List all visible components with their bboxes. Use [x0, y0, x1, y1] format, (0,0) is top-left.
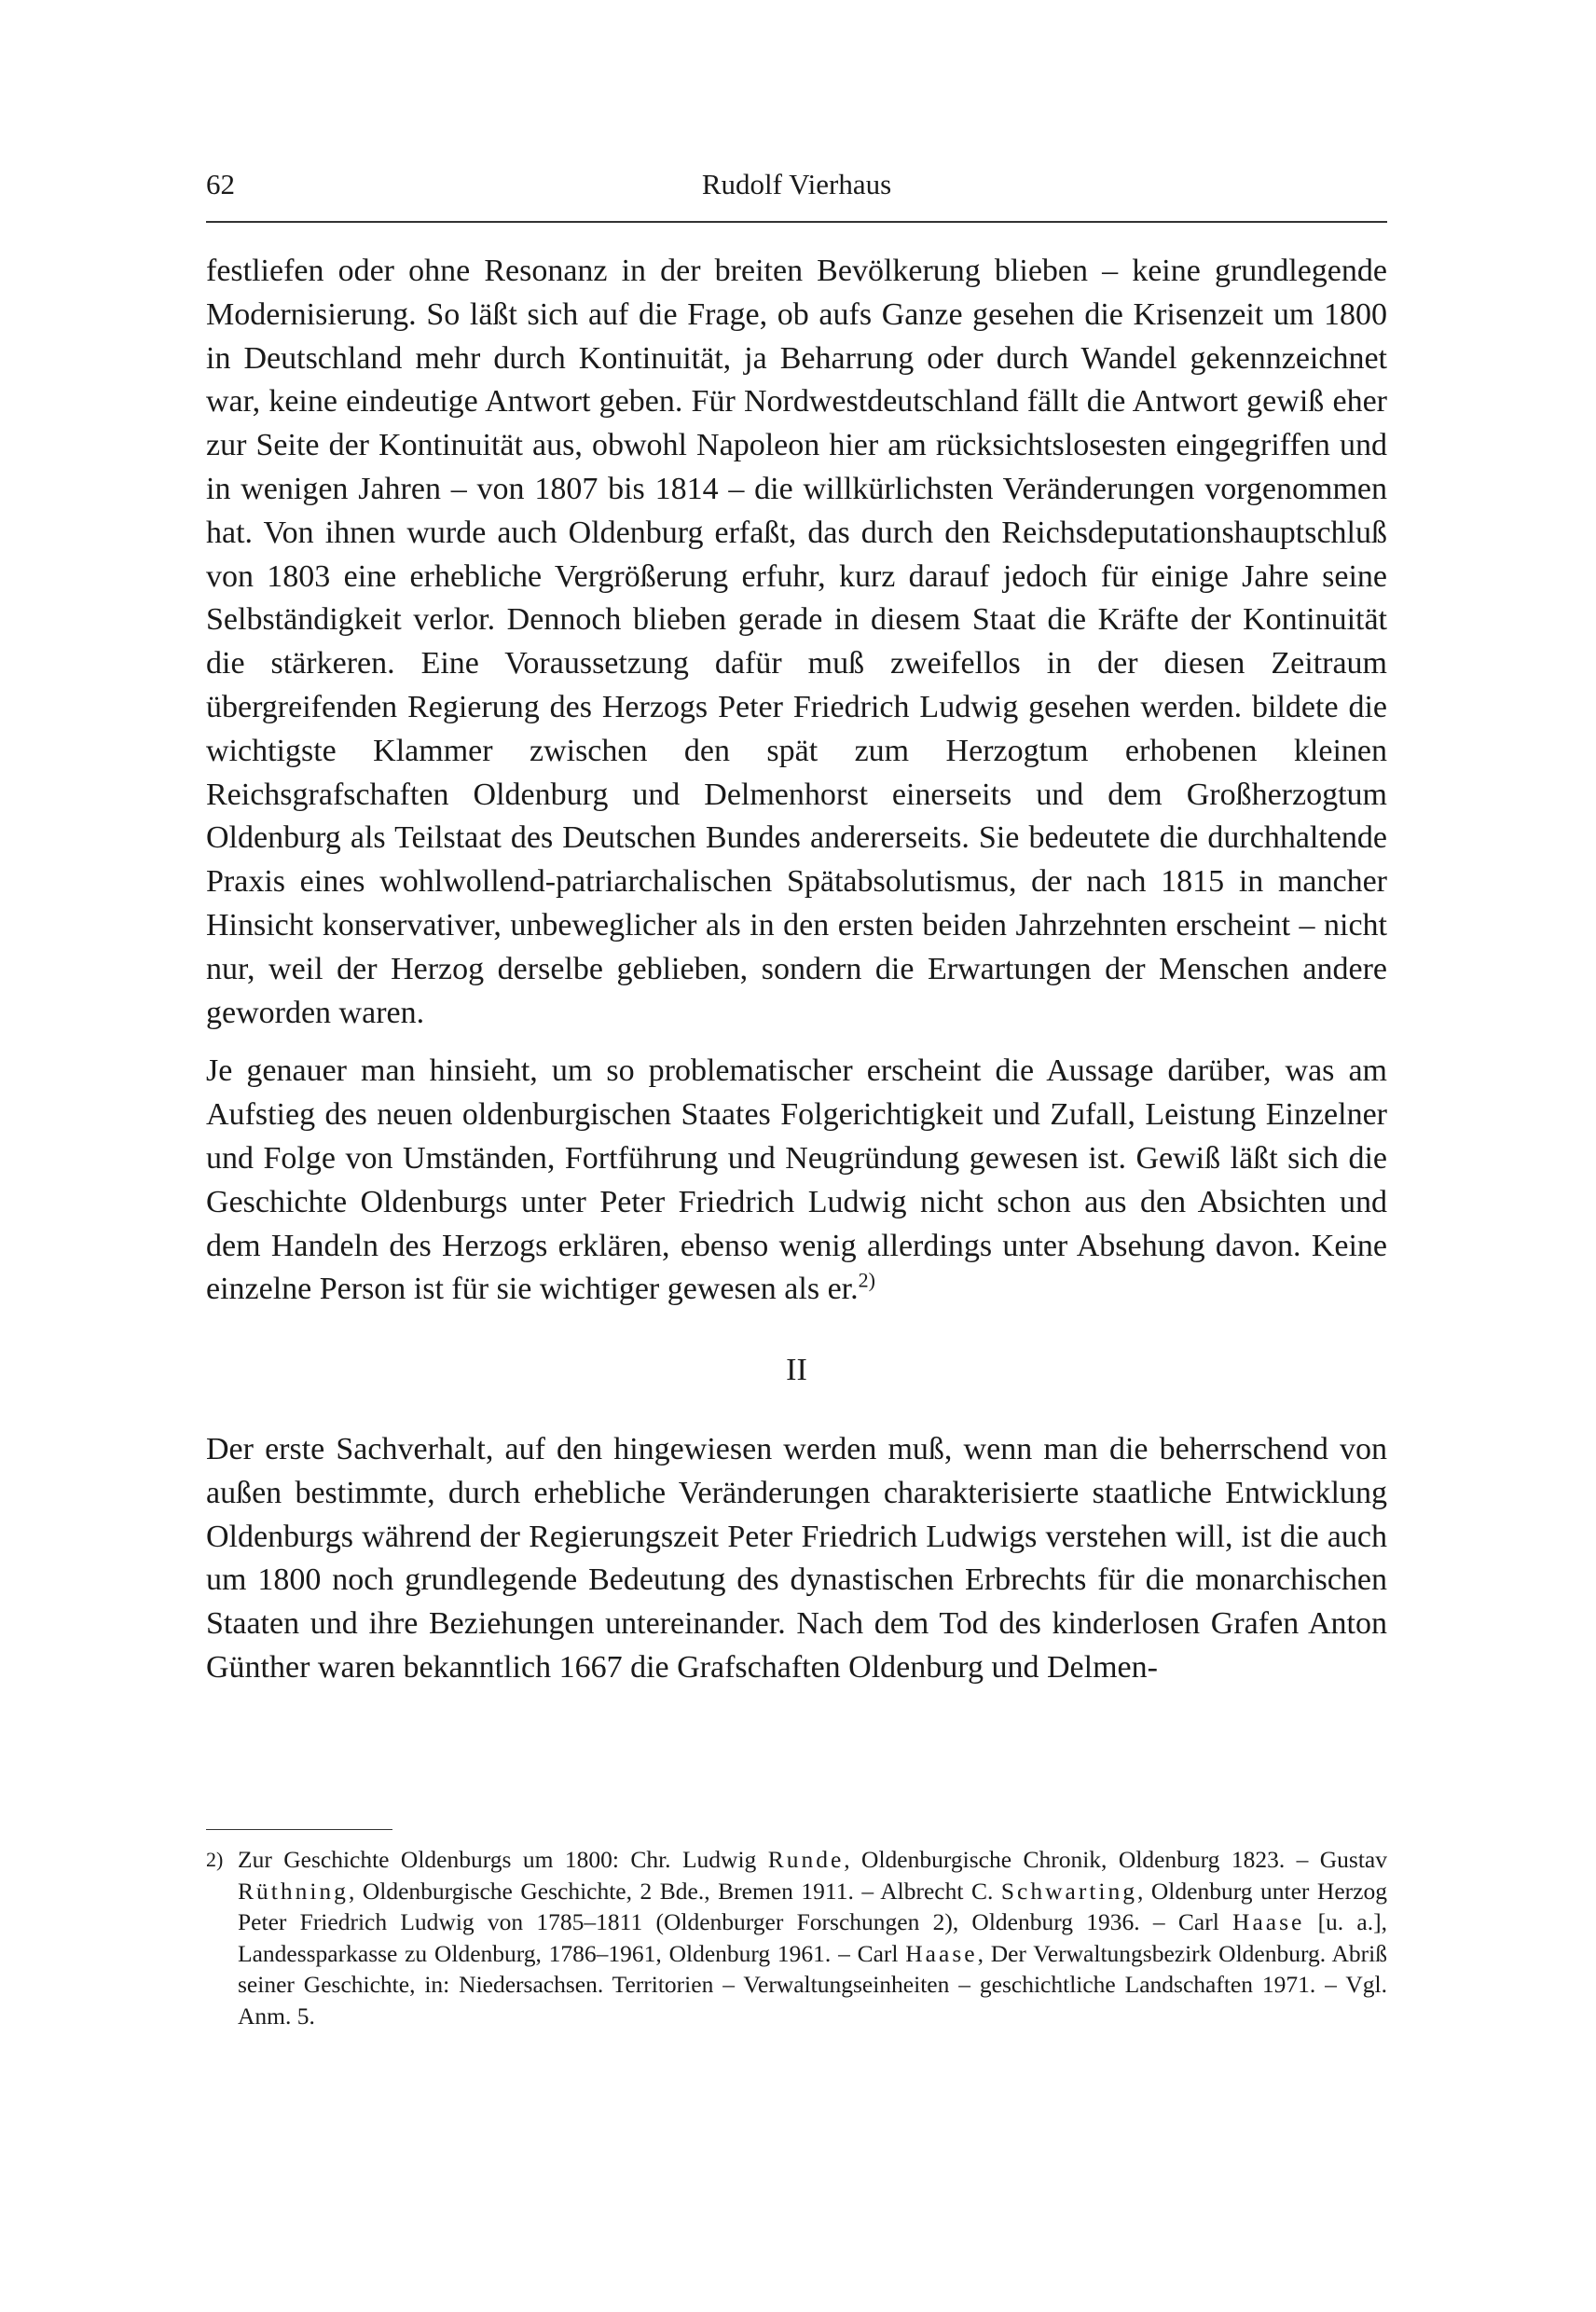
paragraph-2: [206, 1050, 1387, 1312]
footnote-rule: [206, 1829, 392, 1830]
footnote-part: Zur Geschichte Oldenburgs um 1800: Chr. Ludwig: [238, 1846, 768, 1873]
paragraph-1: festliefen oder ohne Resonanz in der breiten Bevölkerung blieben – keine grundlegende Modernisierung. So läßt sich auf die Frage, ob aufs Ganze gesehen die Krisenzeit um 1800 in Deutschland mehr durch Kontinuität, ja Beharrung oder durch Wandel gekennzeichnet war, keine eindeutige Antwort geben. Für Nordwestdeutschland fällt die Antwort gewiß eher zur Seite der Kontinuität aus, obwohl Napoleon hier am rücksichtslosesten eingegriffen und in wenigen Jahren – von 1807 bis 1814 – die willkürlichsten Veränderungen vorgenommen hat. Von ihnen wurde auch Oldenburg erfaßt, das durch den Reichsdeputationshauptschluß von 1803 eine erhebliche Vergrößerung erfuhr, kurz darauf jedoch für einige Jahre seine Selbständigkeit verlor. Dennoch blieben gerade in diesem Staat die Kräfte der Kontinuität die stärkeren. Eine Voraussetzung dafür muß zweifellos in der diesen Zeitraum übergreifenden Regierung des Herzogs Peter Friedrich Ludwig gesehen werden. bildete die wichtigste Klammer zwischen den spät zum Herzogtum erhobenen kleinen Reichsgrafschaften Oldenburg und Delmenhorst einerseits und dem Großherzogtum Oldenburg als Teilstaat des Deutschen Bundes andererseits. Sie bedeutete die durchhaltende Praxis eines wohlwollend-patriarchalischen Spätabsolutismus, der nach 1815 in mancher Hinsicht konservativer, unbeweglicher als in den ersten beiden Jahrzehnten erscheint – nicht nur, weil der Herzog derselbe geblieben, sondern die Erwartungen der Menschen andere geworden waren.: [206, 254, 1387, 1030]
author-name-runde: Runde: [767, 1846, 845, 1873]
footnote-part: , Oldenburgische Geschichte, 2 Bde., Bremen 1911. – Albrecht C.: [348, 1877, 1001, 1905]
body-text: [206, 250, 1387, 1690]
author-name-ruethning: Rüthning: [238, 1877, 349, 1905]
section-heading: II: [786, 1353, 807, 1388]
document-page: [206, 0, 1387, 2312]
paragraph-2-text: Je genauer man hinsieht, um so problematischer erscheint die Aussage darüber, was am Aufstieg des neuen oldenburgischen Staates Folgerichtigkeit und Zufall, Leistung Einzelner und Folge von Umständen, Fortführung und Neugründung gewesen ist. Gewiß läßt sich die Geschichte Oldenburgs unter Peter Friedrich Ludwig nicht schon aus den Absichten und dem Handeln des Herzogs erklären, ebenso wenig allerdings unter Absehung davon. Keine einzelne Person ist für sie wichtiger gewesen als er.: [206, 1053, 1387, 1307]
paragraph-3: Der erste Sachverhalt, auf den hingewiesen werden muß, wenn man die beherrschend von außen bestimmte, durch erhebliche Veränderungen charakterisierte staatliche Entwicklung Oldenburgs während der Regierungszeit Peter Friedrich Ludwigs verstehen will, ist die auch um 1800 noch grundlegende Bedeutung des dynastischen Erbrechts für die monarchischen Staaten und ihre Beziehungen untereinander. Nach dem Tod des kinderlosen Grafen Anton Günther waren bekanntlich 1667 die Grafschaften Oldenburg und Delmen-: [206, 1431, 1387, 1685]
footnote-part: [u. a.], Landessparkasse zu Oldenburg, 1786–1961, Oldenburg 1961. – Carl: [238, 1908, 1387, 1967]
footnote-part: , Oldenburg unter Herzog Peter Friedrich Ludwig von 1785–1811 (Oldenburger Forschungen 2), Oldenburg 1936. – Carl: [238, 1877, 1387, 1935]
running-head: Rudolf Vierhaus: [701, 168, 892, 200]
footnote-reference[interactable]: 2): [858, 1269, 875, 1292]
page-header: [206, 168, 1387, 216]
header-rule: [206, 221, 1387, 223]
author-name-haase: Haase: [905, 1939, 978, 1967]
page-number: 62: [206, 168, 235, 200]
footnote-part: , Oldenburgische Chronik, Oldenburg 1823. – Gustav: [844, 1846, 1387, 1873]
footnote-marker: 2): [206, 1848, 224, 1871]
footnote-part: , Der Verwaltungsbezirk Oldenburg. Abriß seiner Geschichte, in: Niedersachsen. Territorien – Verwaltungseinheiten – geschichtliche Landschaften 1971. – Vgl. Anm. 5.: [238, 1939, 1388, 2030]
author-name-haase: Haase: [1232, 1908, 1305, 1935]
author-name-schwarting: Schwarting: [1000, 1877, 1137, 1905]
footnote: [206, 1844, 1387, 2031]
footnote-text: [238, 1844, 1387, 2031]
